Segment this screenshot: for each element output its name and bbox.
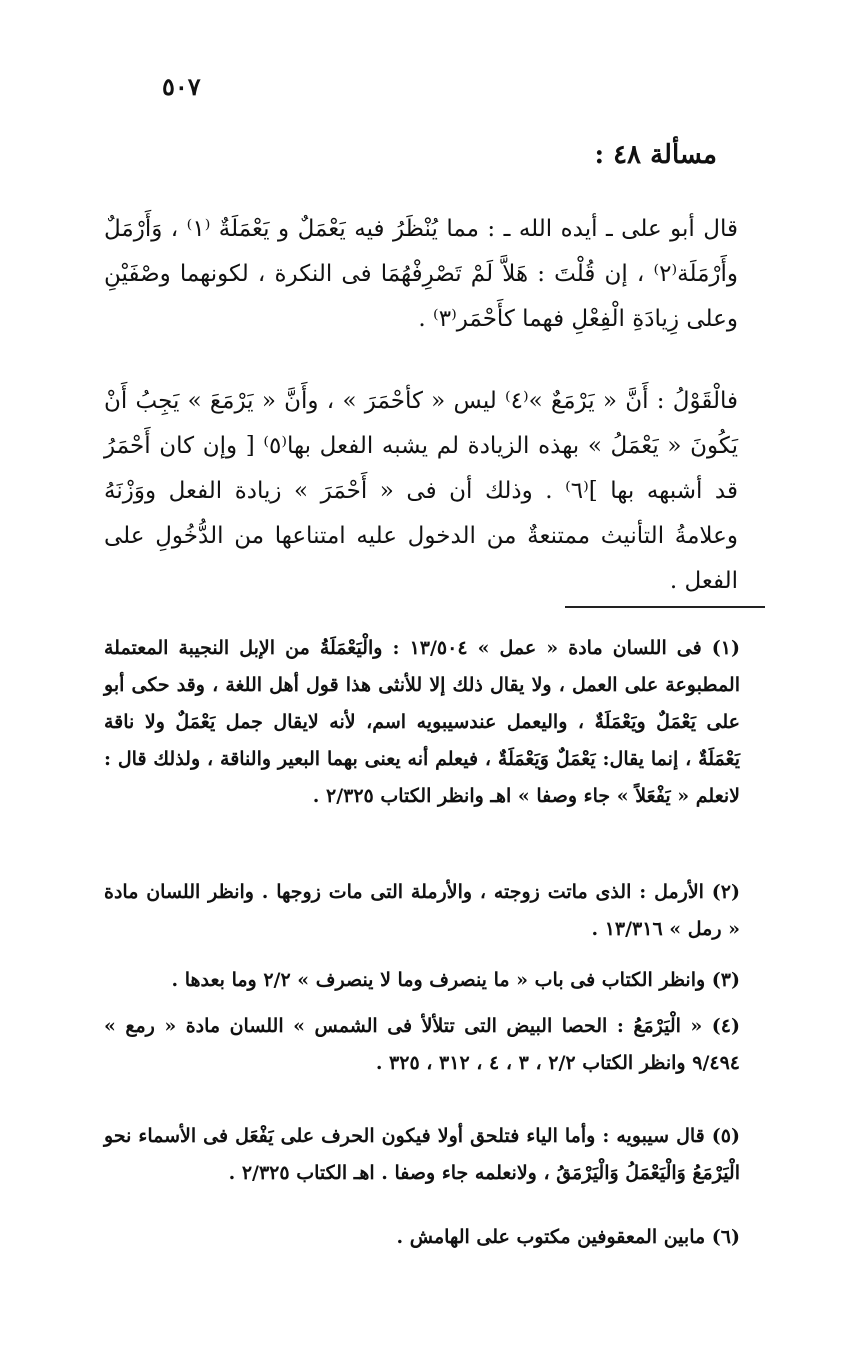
footnote-2: [104, 874, 740, 948]
footnote-text: (٦) مابين المعقوفين مكتوب على الهامش .: [396, 1226, 740, 1248]
paragraph-text: قال أبو على ـ أيده الله ـ : مما يُنْظَرُ فيه يَعْمَلٌ و يَعْمَلَةٌ ⁽١⁾ ، وَأَرْمَلٌ وأَرْمَلَة⁽٢⁾ ، إن قُلْتَ : هَلاَّ لَمْ تَصْرِفْهُمَا فى النكرة ، لكونهما وصْفَيْنِ وعلى زِيادَةِ الْفِعْلِ فهما كأَحْمَر⁽٣⁾ .: [104, 216, 738, 332]
paragraph-text: فالْقَوْلُ : أَنَّ « يَرْمَعٌ »⁽٤⁾ ليس « كأحْمَرَ » ، وأَنَّ « يَرْمَعَ » يَجِبُ أَنْ يَكُونَ « يَعْمَلُ » بهذه الزيادة لم يشبه الفعل بها⁽٥⁾ [ وإن كان أَحْمَرُ قد أشبهه بها ]⁽٦⁾ . وذلك أن فى « أَحْمَرَ » زيادة الفعل ووَزْنَهُ وعلامةُ التأنيث ممتنعةٌ من الدخول عليه امتناعها من الدُّخُولِ على الفعل .: [104, 388, 738, 594]
footnote-5: [104, 1118, 740, 1192]
main-paragraph-1: [104, 207, 738, 342]
question-heading: مسألة ٤٨ :: [594, 140, 717, 170]
footnote-6: [104, 1219, 740, 1256]
footnote-divider: [565, 606, 765, 608]
page-number: ٥٠٧: [162, 72, 201, 101]
footnote-text: (٥) قال سيبويه : وأما الياء فتلحق أولا فيكون الحرف على يَفْعَل فى الأسماء نحو الْيَرْمَعُ وَالْيَعْمَلُ وَالْيَرْمَقُ ، ولانعلمه جاء وصفا . اهـ الكتاب ٢/٣٢٥ .: [104, 1125, 740, 1184]
footnote-text: (٢) الأرمل : الذى ماتت زوجته ، والأرملة التى مات زوجها . وانظر اللسان مادة « رمل » ١٣/٣١٦ .: [104, 881, 740, 940]
footnote-text: (٣) وانظر الكتاب فى باب « ما ينصرف وما لا ينصرف » ٢/٢ وما بعدها .: [171, 969, 740, 991]
footnote-text: (١) فى اللسان مادة « عمل » ١٣/٥٠٤ : والْيَعْمَلَةُ من الإبل النجيبة المعتملة المطبوعة على العمل ، ولا يقال ذلك إلا للأنثى هذا قول أهل اللغة ، وقد حكى أبو على يَعْمَلٌ ويَعْمَلَةٌ ، واليعمل عندسيبويه اسم، لأنه لايقال جمل يَعْمَلٌ ولا ناقة يَعْمَلَةٌ ، إنما يقال: يَعْمَلٌ وَيَعْمَلَةٌ ، فيعلم أنه يعنى بهما البعير والناقة ، ولذلك قال : لانعلم « يَفْعَلاً » جاء وصفا » اهـ وانظر الكتاب ٢/٣٢٥ .: [104, 637, 740, 807]
footnote-1: [104, 630, 740, 815]
main-paragraph-2: [104, 379, 738, 604]
footnote-4: [104, 1008, 740, 1082]
footnote-text: (٤) « الْيَرْمَعُ : الحصا البيض التى تتلألأ فى الشمس » اللسان مادة « رمع » ٩/٤٩٤ وانظر الكتاب ٢/٢ ، ٣ ، ٤ ، ٣١٢ ، ٣٢٥ .: [104, 1015, 740, 1074]
footnote-3: [104, 962, 740, 999]
